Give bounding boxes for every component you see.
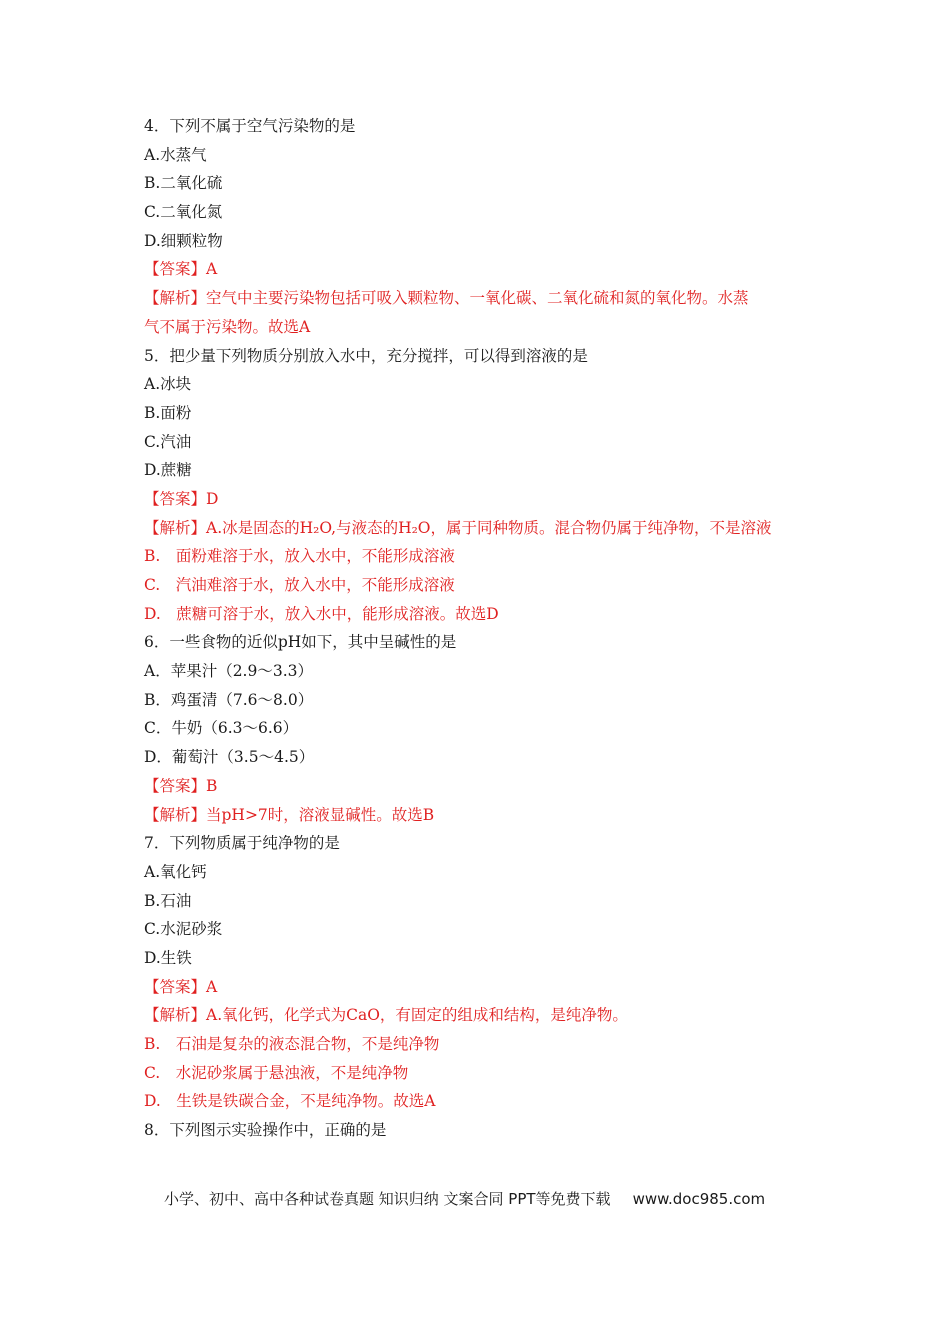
answer-text: 【解析】A.冰是固态的H₂O,与液态的H₂O，属于同种物质。混合物仍属于纯净物，不是溶液: [144, 518, 772, 537]
option-text: A．苹果汁（2.9～3.3）: [144, 662, 313, 681]
question-text: 5．把少量下列物质分别放入水中，充分搅拌，可以得到溶液的是: [144, 346, 588, 365]
answer-text: 【解析】当pH>7时，溶液显碱性。故选B: [144, 805, 435, 824]
option-text: C．牛奶（6.3～6.6）: [144, 719, 299, 738]
question-text: 6．一些食物的近似pH如下，其中呈碱性的是: [144, 633, 457, 652]
question-text: 4．下列不属于空气污染物的是: [144, 117, 356, 135]
option-text: C.二氧化氮: [144, 203, 223, 222]
page-footer: [164, 1188, 765, 1209]
answer-text: 【解析】A.氧化钙，化学式为CaO，有固定的组成和结构，是纯净物。: [144, 1006, 628, 1025]
answer-text: 【答案】B: [144, 776, 218, 795]
answer-text: 【答案】A: [144, 260, 218, 279]
answer-text: C. 水泥砂浆属于悬浊液，不是纯净物: [144, 1063, 409, 1082]
option-text: C.水泥砂浆: [144, 920, 223, 939]
answer-text: B. 石油是复杂的液态混合物，不是纯净物: [144, 1035, 440, 1053]
question-text: 8．下列图示实验操作中，正确的是: [144, 1121, 387, 1140]
footer-text: 小学、初中、高中各种试卷真题 知识归纳 文案合同 PPT等免费下载: [164, 1190, 611, 1208]
answer-text: C. 汽油难溶于水，放入水中，不能形成溶液: [144, 576, 455, 594]
option-text: B.二氧化硫: [144, 174, 223, 193]
footer-url[interactable]: www.doc985.com: [632, 1190, 766, 1208]
option-text: D.细颗粒物: [144, 231, 223, 250]
option-text: B．鸡蛋清（7.6～8.0）: [144, 690, 314, 709]
answer-text: 【答案】A: [144, 977, 218, 996]
answer-text: D. 蔗糖可溶于水，放入水中，能形成溶液。故选D: [144, 604, 499, 623]
answer-text: 【答案】D: [144, 489, 219, 508]
option-text: B.石油: [144, 891, 192, 910]
answer-text: 气不属于污染物。故选A: [144, 317, 311, 336]
option-text: D.蔗糖: [144, 461, 192, 480]
option-text: D．葡萄汁（3.5～4.5）: [144, 748, 315, 767]
answer-text: D. 生铁是铁碳合金，不是纯净物。故选A: [144, 1092, 436, 1111]
option-text: B.面粉: [144, 403, 192, 422]
document-body: [144, 112, 824, 1145]
option-text: A.氧化钙: [144, 862, 207, 881]
answer-text: B. 面粉难溶于水，放入水中，不能形成溶液: [144, 547, 455, 566]
option-text: A.水蒸气: [144, 145, 207, 164]
option-text: A.冰块: [144, 375, 192, 394]
answer-text: 【解析】空气中主要污染物包括可吸入颗粒物、一氧化碳、二氧化硫和氮的氧化物。水蒸: [144, 289, 749, 308]
option-text: C.汽油: [144, 432, 192, 451]
option-text: D.生铁: [144, 948, 192, 967]
question-text: 7．下列物质属于纯净物的是: [144, 834, 340, 853]
